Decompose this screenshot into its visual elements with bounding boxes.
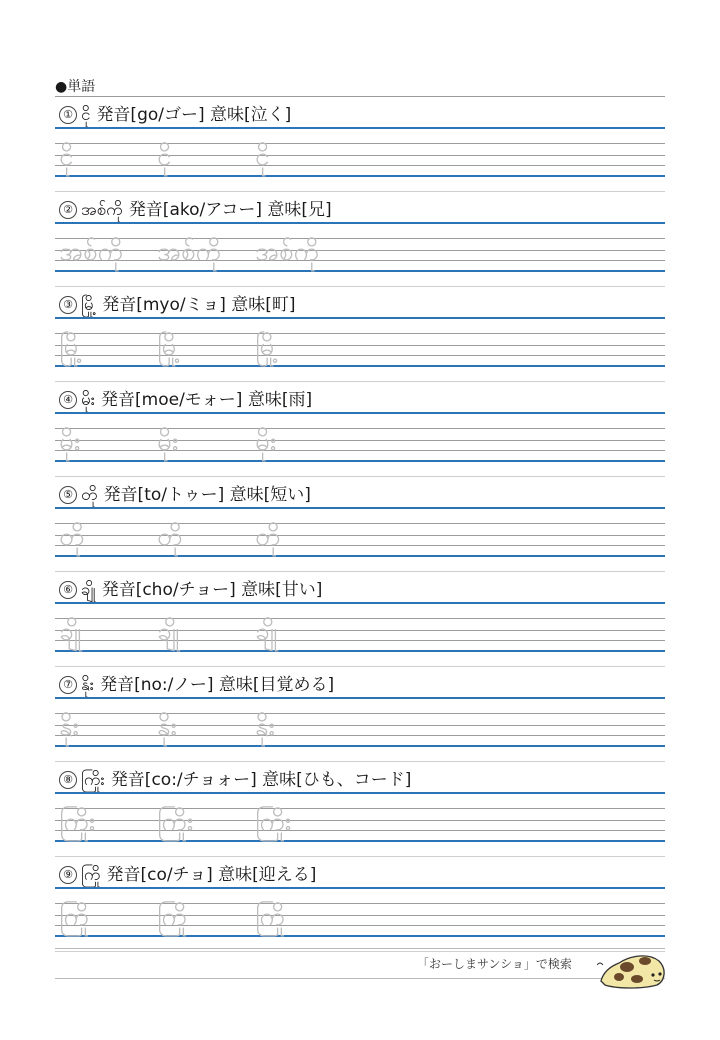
entry-number: ② xyxy=(59,201,77,219)
vocab-entry xyxy=(55,669,665,764)
trace-word: မိုး xyxy=(59,427,81,457)
guide-line-top xyxy=(55,602,665,604)
entry-number: ⑨ xyxy=(59,866,77,884)
pronunciation-meaning: 発音[to/トゥー] 意味[短い] xyxy=(103,485,311,505)
entry-number: ⑧ xyxy=(59,771,77,789)
guide-line-bottom xyxy=(55,745,665,747)
pronunciation-meaning: 発音[no:/ノー] 意味[目覚める] xyxy=(100,675,335,695)
pronunciation-meaning: 発音[co:/チョォー] 意味[ひも、コード] xyxy=(110,770,412,790)
guide-line xyxy=(55,903,665,904)
burmese-word: ကြိုး xyxy=(81,770,105,790)
entry-heading xyxy=(59,197,332,223)
footer-rule xyxy=(55,978,665,979)
entry-heading xyxy=(59,862,316,888)
trace-word: အစ်ကို xyxy=(59,237,123,267)
trace-word: မြို့ xyxy=(59,332,83,362)
guide-line-top xyxy=(55,507,665,509)
guide-line xyxy=(55,713,665,714)
trace-word: အစ်ကို xyxy=(157,237,221,267)
trace-word: ချို xyxy=(59,617,82,647)
guide-line xyxy=(55,440,665,441)
vocab-entry xyxy=(55,859,665,954)
burmese-word: ငို xyxy=(81,105,91,125)
separator-line xyxy=(55,381,665,382)
entry-heading xyxy=(59,672,334,698)
separator-line xyxy=(55,761,665,762)
guide-line-bottom xyxy=(55,935,665,937)
vocab-entry xyxy=(55,289,665,384)
guide-line xyxy=(55,808,665,809)
section-title-rule xyxy=(55,96,665,97)
trace-word: မိုး xyxy=(157,427,179,457)
guide-line xyxy=(55,165,665,166)
guide-line xyxy=(55,735,665,736)
guide-line-bottom xyxy=(55,270,665,272)
burmese-word: ကြို xyxy=(81,865,101,885)
entry-heading xyxy=(59,387,312,413)
burmese-word: မြို့ xyxy=(81,295,97,315)
worksheet xyxy=(55,0,665,1040)
pronunciation-meaning: 発音[moe/モォー] 意味[雨] xyxy=(101,390,313,410)
vocab-entry xyxy=(55,764,665,859)
trace-word: ကြိုး xyxy=(157,807,194,837)
guide-line xyxy=(55,820,665,821)
trace-word: နိုး xyxy=(59,712,80,742)
guide-line-top xyxy=(55,887,665,889)
trace-word: မြို့ xyxy=(255,332,279,362)
pronunciation-meaning: 発音[go/ゴー] 意味[泣く] xyxy=(96,105,292,125)
entry-heading xyxy=(59,292,296,318)
separator-line xyxy=(55,951,665,952)
guide-line-bottom xyxy=(55,555,665,557)
trace-word: ကြိုး xyxy=(59,807,96,837)
separator-line xyxy=(55,191,665,192)
pronunciation-meaning: 発音[co/チョ] 意味[迎える] xyxy=(106,865,317,885)
vocab-entry xyxy=(55,99,665,194)
trace-word: မိုး xyxy=(255,427,277,457)
trace-word: ကြို xyxy=(255,902,285,932)
guide-line xyxy=(55,915,665,916)
guide-line xyxy=(55,155,665,156)
trace-word: တို xyxy=(157,522,183,552)
separator-line xyxy=(55,476,665,477)
guide-line xyxy=(55,630,665,631)
guide-line xyxy=(55,640,665,641)
guide-line-bottom xyxy=(55,650,665,652)
vocab-entry xyxy=(55,574,665,669)
trace-word: ကြိုး xyxy=(255,807,292,837)
entry-number: ④ xyxy=(59,391,77,409)
pronunciation-meaning: 発音[ako/アコー] 意味[兄] xyxy=(128,200,332,220)
guide-line xyxy=(55,428,665,429)
entry-number: ③ xyxy=(59,296,77,314)
vocab-entry xyxy=(55,194,665,289)
guide-line xyxy=(55,260,665,261)
entry-number: ⑤ xyxy=(59,486,77,504)
guide-line xyxy=(55,450,665,451)
guide-line xyxy=(55,250,665,251)
entry-heading xyxy=(59,577,322,603)
burmese-word: အစ်ကို xyxy=(81,200,123,220)
trace-word: အစ်ကို xyxy=(255,237,319,267)
entry-number: ① xyxy=(59,106,77,124)
separator-line xyxy=(55,666,665,667)
guide-line xyxy=(55,535,665,536)
separator-line xyxy=(55,286,665,287)
trace-word: မြို့ xyxy=(157,332,181,362)
guide-line-top xyxy=(55,222,665,224)
vocab-entry xyxy=(55,384,665,479)
guide-line xyxy=(55,355,665,356)
guide-line-bottom xyxy=(55,175,665,177)
guide-line xyxy=(55,143,665,144)
guide-line xyxy=(55,725,665,726)
entry-number: ⑦ xyxy=(59,676,77,694)
burmese-word: နိုး xyxy=(81,675,95,695)
trace-word: နိုး xyxy=(255,712,276,742)
trace-word: ချို xyxy=(157,617,180,647)
guide-line xyxy=(55,925,665,926)
trace-word: ငို xyxy=(157,142,172,172)
pronunciation-meaning: 発音[cho/チョー] 意味[甘い] xyxy=(101,580,323,600)
trace-word: ချို xyxy=(255,617,278,647)
entry-number: ⑥ xyxy=(59,581,77,599)
guide-line-bottom xyxy=(55,460,665,462)
salamander-mascot-icon xyxy=(597,943,667,989)
trace-word: တို xyxy=(255,522,281,552)
burmese-word: တို xyxy=(81,485,98,505)
guide-line-top xyxy=(55,792,665,794)
trace-word: ကြို xyxy=(59,902,89,932)
search-note: 「おーしまサンショ」で検索 xyxy=(417,957,572,971)
vocab-entry xyxy=(55,479,665,574)
guide-line-bottom xyxy=(55,365,665,367)
guide-line-top xyxy=(55,127,665,129)
trace-word: နိုး xyxy=(157,712,178,742)
pronunciation-meaning: 発音[myo/ミョ] 意味[町] xyxy=(102,295,296,315)
entry-heading xyxy=(59,102,291,128)
guide-line xyxy=(55,545,665,546)
guide-line xyxy=(55,523,665,524)
guide-line xyxy=(55,238,665,239)
guide-line xyxy=(55,830,665,831)
guide-line xyxy=(55,345,665,346)
separator-line xyxy=(55,571,665,572)
entry-heading xyxy=(59,482,311,508)
burmese-word: ချို xyxy=(81,580,96,600)
trace-word: တို xyxy=(59,522,85,552)
entry-heading xyxy=(59,767,411,793)
trace-word: ကြို xyxy=(157,902,187,932)
guide-line xyxy=(55,618,665,619)
section-title: ●単語 xyxy=(55,79,96,95)
separator-line xyxy=(55,856,665,857)
guide-line-bottom xyxy=(55,840,665,842)
guide-line xyxy=(55,333,665,334)
burmese-word: မိုး xyxy=(81,390,96,410)
trace-word: ငို xyxy=(255,142,270,172)
guide-line-top xyxy=(55,317,665,319)
trace-word: ငို xyxy=(59,142,74,172)
footer-rule xyxy=(55,948,665,949)
guide-line-top xyxy=(55,412,665,414)
guide-line-top xyxy=(55,697,665,699)
